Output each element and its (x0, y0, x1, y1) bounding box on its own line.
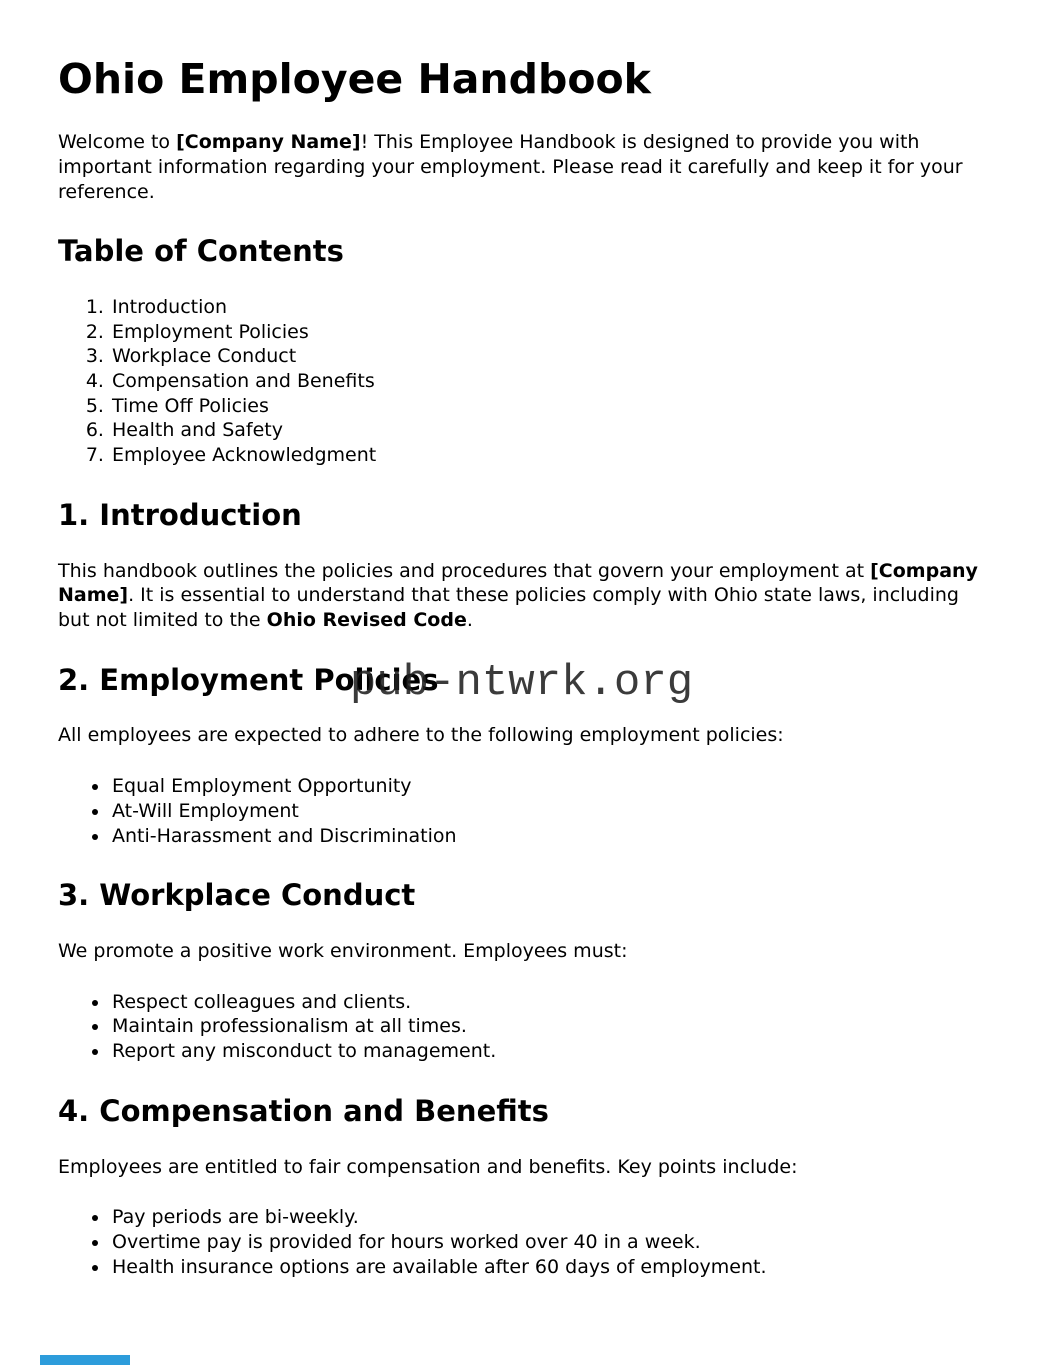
section-4-heading: 4. Compensation and Benefits (58, 1093, 549, 1128)
toc-heading: Table of Contents (58, 234, 344, 269)
section-1-paragraph (58, 559, 993, 633)
section-3-bullet-list (58, 990, 993, 1064)
intro-text-pre: Welcome to (58, 131, 177, 154)
toc-item-employee-acknowledgment: 7. Employee Acknowledgment (110, 443, 993, 468)
toc-item-workplace-conduct: 3. Workplace Conduct (110, 344, 993, 369)
bullet-anti-harassment: • Anti-Harassment and Discrimination (110, 824, 993, 849)
toc-item-health-safety: 6. Health and Safety (110, 418, 993, 443)
section-1-text-1: This handbook outlines the policies and procedures that govern your employment at (58, 559, 871, 582)
bullet-overtime-pay: • Overtime pay is provided for hours worked over 40 in a week. (110, 1230, 993, 1255)
section-4-bullet-list (58, 1205, 993, 1279)
bullet-pay-periods: • Pay periods are bi-weekly. (110, 1205, 993, 1230)
toc-item-employment-policies: 2. Employment Policies (110, 320, 993, 345)
bullet-health-insurance: • Health insurance options are available after 60 days of employment. (110, 1255, 993, 1280)
section-2-heading: 2. Employment Policies (58, 662, 439, 697)
toc-item-compensation-benefits: 4. Compensation and Benefits (110, 369, 993, 394)
section-1-text-2: . It is essential to understand that these policies comply with Ohio state laws, including but not limited to the (58, 584, 959, 631)
intro-text-post: ! This Employee Handbook is designed to provide you with important information regarding your employment. Please read it carefully and keep it for your reference. (58, 131, 963, 203)
toc-item-introduction: 1. Introduction (110, 295, 993, 320)
bullet-maintain-professionalism: • Maintain professionalism at all times. (110, 1014, 993, 1039)
bullet-report-misconduct: • Report any misconduct to management. (110, 1039, 993, 1064)
site-watermark: pub-ntwrk.org (349, 658, 694, 708)
bullet-at-will-employment: • At-Will Employment (110, 799, 993, 824)
section-3-heading: 3. Workplace Conduct (58, 878, 416, 913)
toc-item-time-off-policies: 5. Time Off Policies (110, 394, 993, 419)
section-1-ohio-revised-code: Ohio Revised Code (266, 608, 467, 631)
page-title: Ohio Employee Handbook (58, 55, 651, 103)
section-2-bullet-list (58, 774, 993, 848)
toc-list (58, 295, 993, 468)
cut-off-blue-element (40, 1355, 130, 1365)
section-4-lead-paragraph: Employees are entitled to fair compensation and benefits. Key points include: (58, 1155, 798, 1178)
company-name-placeholder: [Company Name] (176, 131, 361, 154)
section-1-company-name: [Company Name] (58, 559, 978, 607)
intro-paragraph (58, 130, 993, 204)
section-1-heading: 1. Introduction (58, 497, 302, 532)
section-1-text-3: . (466, 608, 473, 631)
section-3-lead-paragraph: We promote a positive work environment. Employees must: (58, 940, 628, 963)
bullet-equal-employment-opportunity: • Equal Employment Opportunity (110, 774, 993, 799)
bullet-respect-colleagues: • Respect colleagues and clients. (110, 990, 993, 1015)
section-2-lead-paragraph: All employees are expected to adhere to the following employment policies: (58, 724, 784, 747)
